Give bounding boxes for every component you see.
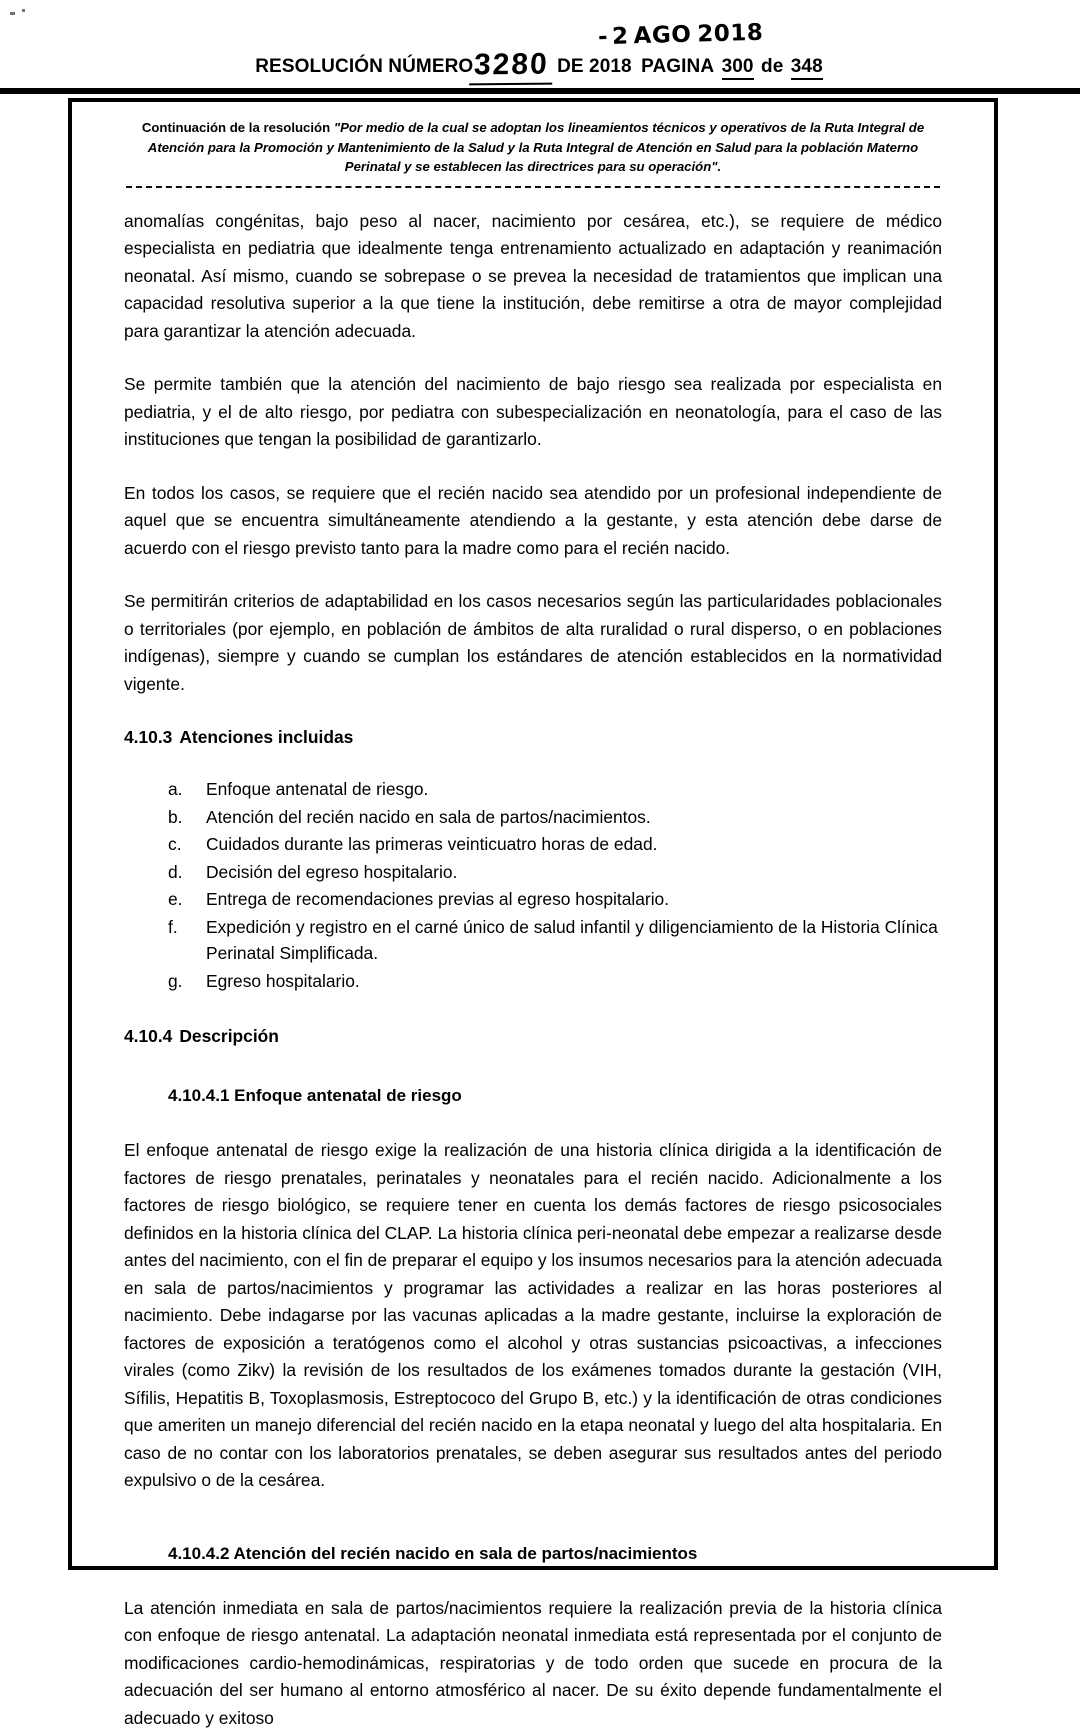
list-marker: f. (168, 914, 194, 941)
document-body (124, 208, 942, 1732)
date-stamp (598, 20, 764, 51)
page-current-number: 300 (722, 56, 754, 80)
atenciones-incluidas-list (124, 776, 942, 994)
paragraph-1: anomalías congénitas, bajo peso al nacer, nacimiento por cesárea, etc.), se requiere de médico especialista en pediatria que idealmente tenga entrenamiento actualizado en adaptación y reanimación neonatal. Así mismo, cuando se sobrepase o se prevea la necesidad de tratamientos que implican una capacidad resolutiva superior a la que tiene la institución, debe remitirse a otra de mayor complejidad para garantizar la atención adecuada. (124, 208, 942, 346)
resolution-header-line (0, 48, 1080, 82)
list-marker: c. (168, 831, 194, 858)
list-item (168, 886, 942, 913)
list-item-text: Atención del recién nacido en sala de partos/nacimientos. (206, 804, 942, 831)
list-item-text: Entrega de recomendaciones previas al egreso hospitalario. (206, 886, 942, 913)
paragraph-4: Se permitirán criterios de adaptabilidad en los casos necesarios según las particularidades poblacionales o territoriales (por ejemplo, en población de ámbitos de alta ruralidad o rural disperso, o en poblaciones indígenas), siempre y cuando se cumplan los estándares de atención establecidos en la normatividad vigente. (124, 588, 942, 698)
spacer (124, 1055, 942, 1083)
page-content (72, 102, 994, 1566)
list-item (168, 776, 942, 803)
section-title-4-10-4: Descripción (179, 1026, 279, 1046)
page-de-word: de (761, 56, 783, 77)
spacer (124, 995, 942, 1023)
subsection-heading-4-10-4-1: 4.10.4.1 Enfoque antenatal de riesgo (124, 1083, 942, 1109)
list-item (168, 914, 942, 967)
scan-speck (22, 9, 25, 12)
spacer (124, 1109, 942, 1137)
page-total-number: 348 (791, 56, 823, 80)
list-item-text: Enfoque antenatal de riesgo. (206, 776, 942, 803)
page-frame (68, 98, 998, 1570)
subsection-heading-4-10-4-2: 4.10.4.2 Atención del recién nacido en sala de partos/nacimientos (124, 1541, 942, 1567)
spacer (124, 1567, 942, 1595)
continuation-lead: Continuación de la resolución (142, 120, 330, 135)
date-stamp-month: AGO (633, 22, 691, 50)
resolution-number-value: 3280 (474, 48, 550, 83)
page-header (0, 0, 1080, 100)
spacer (124, 1521, 942, 1541)
list-item-text: Decisión del egreso hospitalario. (206, 859, 942, 886)
section-number-4-10-4: 4.10.4 (124, 1026, 172, 1046)
section-number-4-10-3: 4.10.3 (124, 727, 172, 747)
list-marker: a. (168, 776, 194, 803)
list-item (168, 831, 942, 858)
subsection-4-10-4-2-paragraph: La atención inmediata en sala de partos/nacimientos requiere la realización previa de la historia clínica con enfoque de riesgo antenatal. La adaptación neonatal inmediata está representada por el conjunto de modificaciones cardio-hemodinámicas, respiratorias y de todo orden que sucede en procura de la adecuación del ser humano al entorno atmosférico al nacer. De su éxito depende fundamentalmente el adecuado y exitoso (124, 1595, 942, 1732)
list-item-text: Cuidados durante las primeras veinticuatro horas de edad. (206, 831, 942, 858)
date-stamp-dash: - (598, 24, 609, 50)
list-marker: g. (168, 968, 194, 995)
list-item (168, 968, 942, 995)
date-stamp-day: 2 (612, 23, 629, 49)
continuation-note (134, 118, 932, 177)
list-marker: e. (168, 886, 194, 913)
list-item-text: Expedición y registro en el carné único de salud infantil y diligenciamiento de la Historia Clínica Perinatal Simplificada. (206, 914, 942, 967)
section-heading-4-10-4 (124, 1023, 942, 1049)
header-divider-rule (0, 88, 1080, 94)
page-label: PAGINA (641, 56, 714, 78)
scan-speck (10, 12, 15, 15)
date-stamp-year: 2018 (697, 20, 764, 48)
paragraph-3: En todos los casos, se requiere que el recién nacido sea atendido por un profesional independiente de aquel que se encuentra simultáneamente atendiendo a la gestante, y esta atención debe darse de acuerdo con el riesgo previsto tanto para la madre como para el recién nacido. (124, 480, 942, 563)
section-title-4-10-3: Atenciones incluidas (179, 727, 353, 747)
resolution-year-label: DE 2018 (557, 56, 632, 78)
subsection-4-10-4-1-paragraph: El enfoque antenatal de riesgo exige la realización de una historia clínica dirigida a la identificación de factores de riesgo prenatales, perinatales y neonatales para el recién nacido. Adicionalmente a los factores de riesgo biológico, se requiere tener en cuenta los demás factores de riesgo psicosociales definidos en la historia clínica del CLAP. La historia clínica peri-neonatal debe empezar a realizarse desde antes del nacimiento, con el fin de preparar el equipo y los insumos necesarios para la atención adecuada en sala de partos/nacimientos y programar las actividades a realizar en las horas posteriores al nacimiento. Debe indagarse por las vacunas aplicadas a la madre gestante, incluirse la exploración de factores de exposición a teratógenos como el alcohol y otras sustancias psicoactivas, a infecciones virales (como Zikv) la revisión de los resultados de los exámenes tomados durante la gestación (VIH, Sífilis, Hepatitis B, Toxoplasmosis, Estreptococo del Grupo B, etc.) y la identificación de otras condiciones que ameriten un manejo diferencial del recién nacido en la etapa neonatal y luego del alta hospitalaria. En caso de no contar con los laboratorios prenatales, se deben asegurar sus resultados antes del periodo expulsivo o de la cesárea. (124, 1137, 942, 1495)
list-marker: b. (168, 804, 194, 831)
dashed-divider (126, 186, 940, 188)
list-item (168, 804, 942, 831)
paragraph-2: Se permite también que la atención del nacimiento de bajo riesgo sea realizada por especialista en pediatria, y el de alto riesgo, por pediatra con subespecialización en neonatología, para el caso de las instituciones que tengan la posibilidad de garantizarlo. (124, 371, 942, 454)
section-heading-4-10-3 (124, 724, 942, 750)
list-item-text: Egreso hospitalario. (206, 968, 942, 995)
spacer (124, 756, 942, 776)
list-marker: d. (168, 859, 194, 886)
list-item (168, 859, 942, 886)
resolution-number-label: RESOLUCIÓN NÚMERO (255, 56, 473, 78)
continuation-quoted-title: "Por medio de la cual se adoptan los lineamientos técnicos y operativos de la Ruta Integral de Atención para la Promoción y Mantenimiento de la Salud y la Ruta Integral de Atención en Salud para la población Materno Perinatal y se establecen las directrices para su operación". (148, 120, 924, 174)
